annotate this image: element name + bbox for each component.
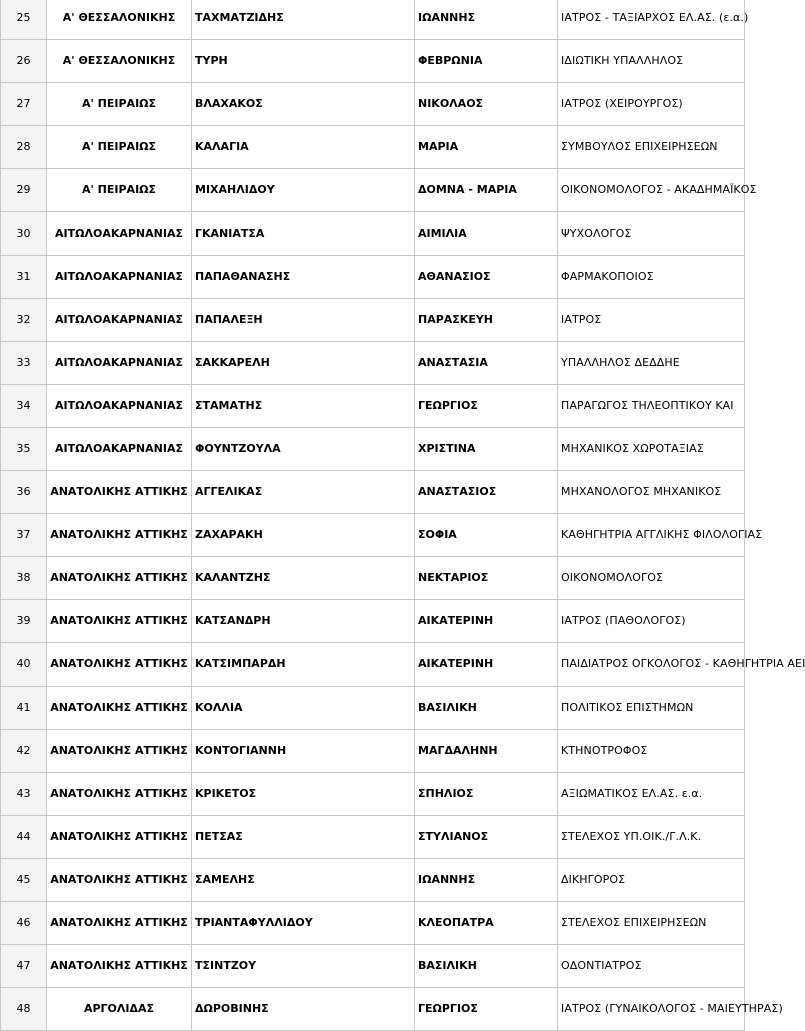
- firstname-cell[interactable]: ΑΝΑΣΤΑΣΙΟΣ: [415, 471, 558, 514]
- row-number-header[interactable]: 32: [1, 298, 47, 341]
- table-row: [1, 815, 745, 858]
- table-row: [1, 729, 745, 772]
- firstname-cell[interactable]: ΑΝΑΣΤΑΣΙΑ: [415, 341, 558, 384]
- table-row: [1, 514, 745, 557]
- table-row: [1, 988, 745, 1031]
- row-number-header[interactable]: 45: [1, 858, 47, 901]
- occupation-cell[interactable]: ΠΑΡΑΓΩΓΟΣ ΤΗΛΕΟΠΤΙΚΟΥ ΚΑΙ: [558, 384, 745, 427]
- row-number-header[interactable]: 33: [1, 341, 47, 384]
- occupation-cell[interactable]: ΙΔΙΩΤΙΚΗ ΥΠΑΛΛΗΛΟΣ: [558, 40, 745, 83]
- region-cell[interactable]: ΑΝΑΤΟΛΙΚΗΣ ΑΤΤΙΚΗΣ: [47, 643, 192, 686]
- occupation-cell[interactable]: ΥΠΑΛΛΗΛΟΣ ΔΕΔΔΗΕ: [558, 341, 745, 384]
- firstname-cell[interactable]: ΣΠΗΛΙΟΣ: [415, 772, 558, 815]
- table-row: [1, 83, 745, 126]
- region-cell[interactable]: ΑΙΤΩΛΟΑΚΑΡΝΑΝΙΑΣ: [47, 384, 192, 427]
- row-number-header[interactable]: 26: [1, 40, 47, 83]
- region-cell[interactable]: Α' ΘΕΣΣΑΛΟΝΙΚΗΣ: [47, 40, 192, 83]
- row-number-header[interactable]: 37: [1, 514, 47, 557]
- firstname-cell[interactable]: ΙΩΑΝΝΗΣ: [415, 0, 558, 40]
- region-cell[interactable]: ΑΝΑΤΟΛΙΚΗΣ ΑΤΤΙΚΗΣ: [47, 901, 192, 944]
- firstname-cell[interactable]: ΧΡΙΣΤΙΝΑ: [415, 427, 558, 470]
- surname-cell[interactable]: ΤΣΙΝΤΖΟΥ: [192, 945, 415, 988]
- occupation-cell[interactable]: ΜΗΧΑΝΙΚΟΣ ΧΩΡΟΤΑΞΙΑΣ: [558, 427, 745, 470]
- surname-cell[interactable]: ΓΚΑΝΙΑΤΣΑ: [192, 212, 415, 255]
- firstname-cell[interactable]: ΜΑΡΙΑ: [415, 126, 558, 169]
- firstname-cell[interactable]: ΒΑΣΙΛΙΚΗ: [415, 945, 558, 988]
- surname-cell[interactable]: ΜΙΧΑΗΛΙΔΟΥ: [192, 169, 415, 212]
- surname-cell[interactable]: ΠΑΠΑΛΕΞΗ: [192, 298, 415, 341]
- region-cell[interactable]: ΑΙΤΩΛΟΑΚΑΡΝΑΝΙΑΣ: [47, 298, 192, 341]
- occupation-cell[interactable]: ΙΑΤΡΟΣ (ΠΑΘΟΛΟΓΟΣ): [558, 600, 745, 643]
- surname-cell[interactable]: ΚΑΛΑΝΤΖΗΣ: [192, 557, 415, 600]
- firstname-cell[interactable]: ΝΙΚΟΛΑΟΣ: [415, 83, 558, 126]
- table-row: [1, 945, 745, 988]
- surname-cell[interactable]: ΚΟΛΛΙΑ: [192, 686, 415, 729]
- row-number-header[interactable]: 31: [1, 255, 47, 298]
- table-row: [1, 427, 745, 470]
- occupation-cell[interactable]: ΣΤΕΛΕΧΟΣ ΕΠΙΧΕΙΡΗΣΕΩΝ: [558, 901, 745, 944]
- row-number-header[interactable]: 43: [1, 772, 47, 815]
- region-cell[interactable]: ΑΝΑΤΟΛΙΚΗΣ ΑΤΤΙΚΗΣ: [47, 945, 192, 988]
- region-cell[interactable]: ΑΝΑΤΟΛΙΚΗΣ ΑΤΤΙΚΗΣ: [47, 557, 192, 600]
- row-number-header[interactable]: 30: [1, 212, 47, 255]
- region-cell[interactable]: ΑΡΓΟΛΙΔΑΣ: [47, 988, 192, 1031]
- region-cell[interactable]: ΑΝΑΤΟΛΙΚΗΣ ΑΤΤΙΚΗΣ: [47, 471, 192, 514]
- table-row: [1, 298, 745, 341]
- occupation-cell[interactable]: ΨΥΧΟΛΟΓΟΣ: [558, 212, 745, 255]
- row-number-header[interactable]: 35: [1, 427, 47, 470]
- firstname-cell[interactable]: ΒΑΣΙΛΙΚΗ: [415, 686, 558, 729]
- row-number-header[interactable]: 29: [1, 169, 47, 212]
- surname-cell[interactable]: ΚΟΝΤΟΓΙΑΝΝΗ: [192, 729, 415, 772]
- row-number-header[interactable]: 34: [1, 384, 47, 427]
- surname-cell[interactable]: ΣΑΜΕΛΗΣ: [192, 858, 415, 901]
- region-cell[interactable]: ΑΙΤΩΛΟΑΚΑΡΝΑΝΙΑΣ: [47, 255, 192, 298]
- region-cell[interactable]: ΑΝΑΤΟΛΙΚΗΣ ΑΤΤΙΚΗΣ: [47, 729, 192, 772]
- occupation-cell[interactable]: ΙΑΤΡΟΣ - ΤΑΞΙΑΡΧΟΣ ΕΛ.ΑΣ. (ε.α.): [558, 0, 745, 40]
- occupation-cell[interactable]: ΟΙΚΟΝΟΜΟΛΟΓΟΣ - ΑΚΑΔΗΜΑΪΚΟΣ: [558, 169, 745, 212]
- table-row: [1, 384, 745, 427]
- occupation-cell[interactable]: ΚΑΘΗΓΗΤΡΙΑ ΑΓΓΛΙΚΗΣ ΦΙΛΟΛΟΓΙΑΣ: [558, 514, 745, 557]
- firstname-cell[interactable]: ΓΕΩΡΓΙΟΣ: [415, 988, 558, 1031]
- table-row: [1, 686, 745, 729]
- table-row: [1, 557, 745, 600]
- firstname-cell[interactable]: ΔΟΜΝΑ - ΜΑΡΙΑ: [415, 169, 558, 212]
- row-number-header[interactable]: 27: [1, 83, 47, 126]
- surname-cell[interactable]: ΚΑΤΣΙΜΠΑΡΔΗ: [192, 643, 415, 686]
- region-cell[interactable]: Α' ΠΕΙΡΑΙΩΣ: [47, 126, 192, 169]
- occupation-cell[interactable]: ΙΑΤΡΟΣ (ΓΥΝΑΙΚΟΛΟΓΟΣ - ΜΑΙΕΥΤΗΡΑΣ): [558, 988, 745, 1031]
- surname-cell[interactable]: ΤΥΡΗ: [192, 40, 415, 83]
- occupation-cell[interactable]: ΦΑΡΜΑΚΟΠΟΙΟΣ: [558, 255, 745, 298]
- table-row: [1, 169, 745, 212]
- region-cell[interactable]: ΑΝΑΤΟΛΙΚΗΣ ΑΤΤΙΚΗΣ: [47, 686, 192, 729]
- table-row: [1, 126, 745, 169]
- occupation-cell[interactable]: ΙΑΤΡΟΣ (ΧΕΙΡΟΥΡΓΟΣ): [558, 83, 745, 126]
- region-cell[interactable]: ΑΙΤΩΛΟΑΚΑΡΝΑΝΙΑΣ: [47, 212, 192, 255]
- firstname-cell[interactable]: ΠΑΡΑΣΚΕΥΗ: [415, 298, 558, 341]
- region-cell[interactable]: ΑΝΑΤΟΛΙΚΗΣ ΑΤΤΙΚΗΣ: [47, 600, 192, 643]
- occupation-cell[interactable]: ΣΤΕΛΕΧΟΣ ΥΠ.ΟΙΚ./Γ.Λ.Κ.: [558, 815, 745, 858]
- table-row: [1, 212, 745, 255]
- row-number-header[interactable]: 41: [1, 686, 47, 729]
- row-number-header[interactable]: 40: [1, 643, 47, 686]
- row-number-header[interactable]: 38: [1, 557, 47, 600]
- surname-cell[interactable]: ΔΩΡΟΒΙΝΗΣ: [192, 988, 415, 1031]
- firstname-cell[interactable]: ΙΩΑΝΝΗΣ: [415, 858, 558, 901]
- firstname-cell[interactable]: ΑΙΚΑΤΕΡΙΝΗ: [415, 643, 558, 686]
- region-cell[interactable]: Α' ΘΕΣΣΑΛΟΝΙΚΗΣ: [47, 0, 192, 40]
- firstname-cell[interactable]: ΑΘΑΝΑΣΙΟΣ: [415, 255, 558, 298]
- firstname-cell[interactable]: ΚΛΕΟΠΑΤΡΑ: [415, 901, 558, 944]
- firstname-cell[interactable]: ΝΕΚΤΑΡΙΟΣ: [415, 557, 558, 600]
- row-number-header[interactable]: 48: [1, 988, 47, 1031]
- occupation-cell[interactable]: ΠΟΛΙΤΙΚΟΣ ΕΠΙΣΤΗΜΩΝ: [558, 686, 745, 729]
- firstname-cell[interactable]: ΑΙΚΑΤΕΡΙΝΗ: [415, 600, 558, 643]
- spreadsheet-body: [1, 0, 805, 1031]
- occupation-cell[interactable]: ΟΙΚΟΝΟΜΟΛΟΓΟΣ: [558, 557, 745, 600]
- table-row: [1, 772, 745, 815]
- row-number-header[interactable]: 25: [1, 0, 47, 40]
- table-row: [1, 471, 745, 514]
- table-row: [1, 341, 745, 384]
- region-cell[interactable]: Α' ΠΕΙΡΑΙΩΣ: [47, 83, 192, 126]
- firstname-cell[interactable]: ΜΑΓΔΑΛΗΝΗ: [415, 729, 558, 772]
- occupation-cell[interactable]: ΚΤΗΝΟΤΡΟΦΟΣ: [558, 729, 745, 772]
- occupation-cell[interactable]: ΠΑΙΔΙΑΤΡΟΣ ΟΓΚΟΛΟΓΟΣ - ΚΑΘΗΓΗΤΡΙΑ ΑΕΙ: [558, 643, 745, 686]
- occupation-cell[interactable]: ΑΞΙΩΜΑΤΙΚΟΣ ΕΛ.ΑΣ. ε.α.: [558, 772, 745, 815]
- region-cell[interactable]: ΑΝΑΤΟΛΙΚΗΣ ΑΤΤΙΚΗΣ: [47, 815, 192, 858]
- table-row: [1, 40, 745, 83]
- surname-cell[interactable]: ΒΛΑΧΑΚΟΣ: [192, 83, 415, 126]
- row-number-header[interactable]: 36: [1, 471, 47, 514]
- occupation-cell[interactable]: ΣΥΜΒΟΥΛΟΣ ΕΠΙΧΕΙΡΗΣΕΩΝ: [558, 126, 745, 169]
- surname-cell[interactable]: ΤΡΙΑΝΤΑΦΥΛΛΙΔΟΥ: [192, 901, 415, 944]
- table-row: [1, 643, 745, 686]
- surname-cell[interactable]: ΚΑΤΣΑΝΔΡΗ: [192, 600, 415, 643]
- surname-cell[interactable]: ΤΑΧΜΑΤΖΙΔΗΣ: [192, 0, 415, 40]
- surname-cell[interactable]: ΚΡΙΚΕΤΟΣ: [192, 772, 415, 815]
- occupation-cell[interactable]: ΜΗΧΑΝΟΛΟΓΟΣ ΜΗΧΑΝΙΚΟΣ: [558, 471, 745, 514]
- region-cell[interactable]: Α' ΠΕΙΡΑΙΩΣ: [47, 169, 192, 212]
- firstname-cell[interactable]: ΣΟΦΙΑ: [415, 514, 558, 557]
- region-cell[interactable]: ΑΝΑΤΟΛΙΚΗΣ ΑΤΤΙΚΗΣ: [47, 858, 192, 901]
- surname-cell[interactable]: ΖΑΧΑΡΑΚΗ: [192, 514, 415, 557]
- surname-cell[interactable]: ΠΑΠΑΘΑΝΑΣΗΣ: [192, 255, 415, 298]
- surname-cell[interactable]: ΣΤΑΜΑΤΗΣ: [192, 384, 415, 427]
- surname-cell[interactable]: ΦΟΥΝΤΖΟΥΛΑ: [192, 427, 415, 470]
- occupation-cell[interactable]: ΔΙΚΗΓΟΡΟΣ: [558, 858, 745, 901]
- occupation-cell[interactable]: ΙΑΤΡΟΣ: [558, 298, 745, 341]
- firstname-cell[interactable]: ΣΤΥΛΙΑΝΟΣ: [415, 815, 558, 858]
- row-number-header[interactable]: 44: [1, 815, 47, 858]
- region-cell[interactable]: ΑΝΑΤΟΛΙΚΗΣ ΑΤΤΙΚΗΣ: [47, 772, 192, 815]
- table-row: [1, 255, 745, 298]
- surname-cell[interactable]: ΚΑΛΑΓΙΑ: [192, 126, 415, 169]
- row-number-header[interactable]: 47: [1, 945, 47, 988]
- firstname-cell[interactable]: ΦΕΒΡΩΝΙΑ: [415, 40, 558, 83]
- table-row: [1, 0, 745, 40]
- firstname-cell[interactable]: ΑΙΜΙΛΙΑ: [415, 212, 558, 255]
- surname-cell[interactable]: ΣΑΚΚΑΡΕΛΗ: [192, 341, 415, 384]
- firstname-cell[interactable]: ΓΕΩΡΓΙΟΣ: [415, 384, 558, 427]
- region-cell[interactable]: ΑΙΤΩΛΟΑΚΑΡΝΑΝΙΑΣ: [47, 341, 192, 384]
- row-number-header[interactable]: 39: [1, 600, 47, 643]
- row-number-header[interactable]: 42: [1, 729, 47, 772]
- surname-cell[interactable]: ΑΓΓΕΛΙΚΑΣ: [192, 471, 415, 514]
- row-number-header[interactable]: 28: [1, 126, 47, 169]
- row-number-header[interactable]: 46: [1, 901, 47, 944]
- surname-cell[interactable]: ΠΕΤΣΑΣ: [192, 815, 415, 858]
- region-cell[interactable]: ΑΝΑΤΟΛΙΚΗΣ ΑΤΤΙΚΗΣ: [47, 514, 192, 557]
- table-row: [1, 858, 745, 901]
- region-cell[interactable]: ΑΙΤΩΛΟΑΚΑΡΝΑΝΙΑΣ: [47, 427, 192, 470]
- table-row: [1, 901, 745, 944]
- table-row: [1, 600, 745, 643]
- occupation-cell[interactable]: ΟΔΟΝΤΙΑΤΡΟΣ: [558, 945, 745, 988]
